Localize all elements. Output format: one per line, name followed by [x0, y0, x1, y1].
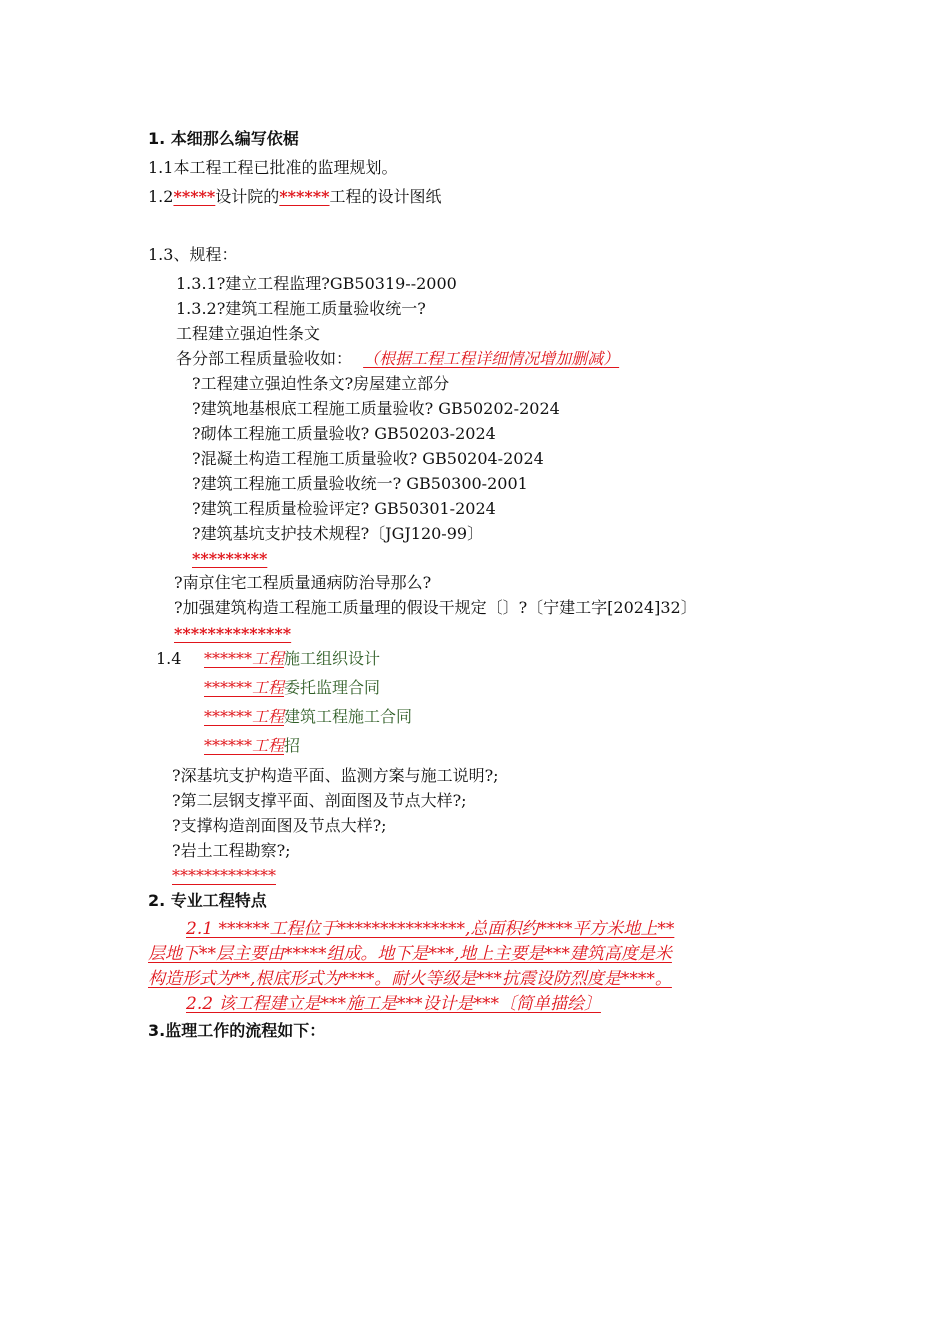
- item-rest: 施工组织设计: [284, 649, 381, 668]
- drawing-item: ?支撑构造剖面图及节点大样?;: [172, 816, 387, 835]
- drawing-item: ?岩土工程勘察?;: [172, 841, 291, 860]
- overview-line: 2.1 ******工程位于***************,总面积约****平方米地上**: [186, 919, 675, 939]
- line-1-4-num: 1.4: [156, 649, 182, 668]
- item-rest: 委托监理合同: [284, 678, 381, 697]
- overview-line: 构造形式为**,根底形式为****。耐火等级是***抗震设防烈度是****。: [148, 969, 672, 989]
- line-1-2-prefix: 1.2: [148, 187, 174, 206]
- placeholder-stars: *************: [172, 866, 276, 885]
- overview-line: 层地下**层主要由*****组成。地下是***,地上主要是***建筑高度是米: [148, 944, 672, 964]
- item-stars: ******: [204, 678, 252, 697]
- line-1-2: [148, 186, 442, 208]
- line-1-3-4: [176, 348, 619, 370]
- project-overview: [148, 917, 808, 1017]
- item-eng: 工程: [252, 736, 285, 755]
- nanjing-guide: ?南京住宅工程质量通病防治导那么?: [174, 573, 432, 592]
- line-1-3: 1.3、规程：: [148, 245, 238, 264]
- line-1-2-mid: 设计院的: [215, 187, 280, 206]
- project-placeholder: ******: [279, 187, 330, 206]
- adjust-note: （根据工程工程详细情况增加删减）: [363, 349, 620, 368]
- standard-item: ?建筑工程施工质量验收统一? GB50300-2001: [192, 474, 528, 493]
- item-stars: ******: [204, 707, 252, 726]
- line-1-4-item: [204, 648, 380, 670]
- line-1-4-item: [204, 735, 300, 757]
- placeholder-stars: **************: [174, 624, 292, 643]
- jiaqiang-rule: ?加强建筑构造工程施工质量理的假设干规定〔〕?〔宁建工字[2024]32〕: [174, 598, 697, 617]
- standard-item: ?混凝土构造工程施工质量验收? GB50204-2024: [192, 449, 544, 468]
- standard-item: ?建筑基坑支护技术规程?〔JGJ120-99〕: [192, 524, 484, 543]
- designer-placeholder: *****: [173, 187, 216, 206]
- standard-item: ?工程建立强迫性条文?房屋建立部分: [192, 374, 450, 393]
- drawing-item: ?深基坑支护构造平面、监测方案与施工说明?;: [172, 766, 499, 785]
- placeholder-stars: *********: [192, 549, 268, 568]
- standard-item: ?建筑工程质量检验评定? GB50301-2024: [192, 499, 496, 518]
- item-stars: ******: [204, 736, 252, 755]
- line-1-2-suffix: 工程的设计图纸: [329, 187, 442, 206]
- item-eng: 工程: [252, 707, 285, 726]
- line-1-4-item: [204, 706, 412, 728]
- standard-item: ?建筑地基根底工程施工质量验收? GB50202-2024: [192, 399, 560, 418]
- item-stars: ******: [204, 649, 252, 668]
- drawing-item: ?第二层钢支撑平面、剖面图及节点大样?;: [172, 791, 467, 810]
- item-eng: 工程: [252, 678, 285, 697]
- section-2-heading: 2. 专业工程特点: [148, 891, 267, 910]
- section-1-heading: 1. 本细那么编写依椐: [148, 129, 299, 148]
- line-1-3-1: 1.3.1?建立工程监理?GB50319--2000: [176, 274, 457, 293]
- section-3-heading: 3.监理工作的流程如下：: [148, 1021, 326, 1040]
- item-rest: 建筑工程施工合同: [284, 707, 413, 726]
- line-1-3-3: 工程建立强迫性条文: [176, 324, 321, 343]
- line-1-4-item: [204, 677, 380, 699]
- line-1-3-4-text: 各分部工程质量验收如：: [176, 349, 353, 368]
- line-1-3-2: 1.3.2?建筑工程施工质量验收统一?: [176, 299, 426, 318]
- item-eng: 工程: [252, 649, 285, 668]
- overview-line: 2.2 该工程建立是***施工是***设计是***〔简单描绘〕: [186, 994, 601, 1014]
- standard-item: ?砌体工程施工质量验收? GB50203-2024: [192, 424, 496, 443]
- item-rest: 招: [284, 736, 301, 755]
- line-1-1: 1.1本工程工程已批准的监理规划。: [148, 158, 398, 177]
